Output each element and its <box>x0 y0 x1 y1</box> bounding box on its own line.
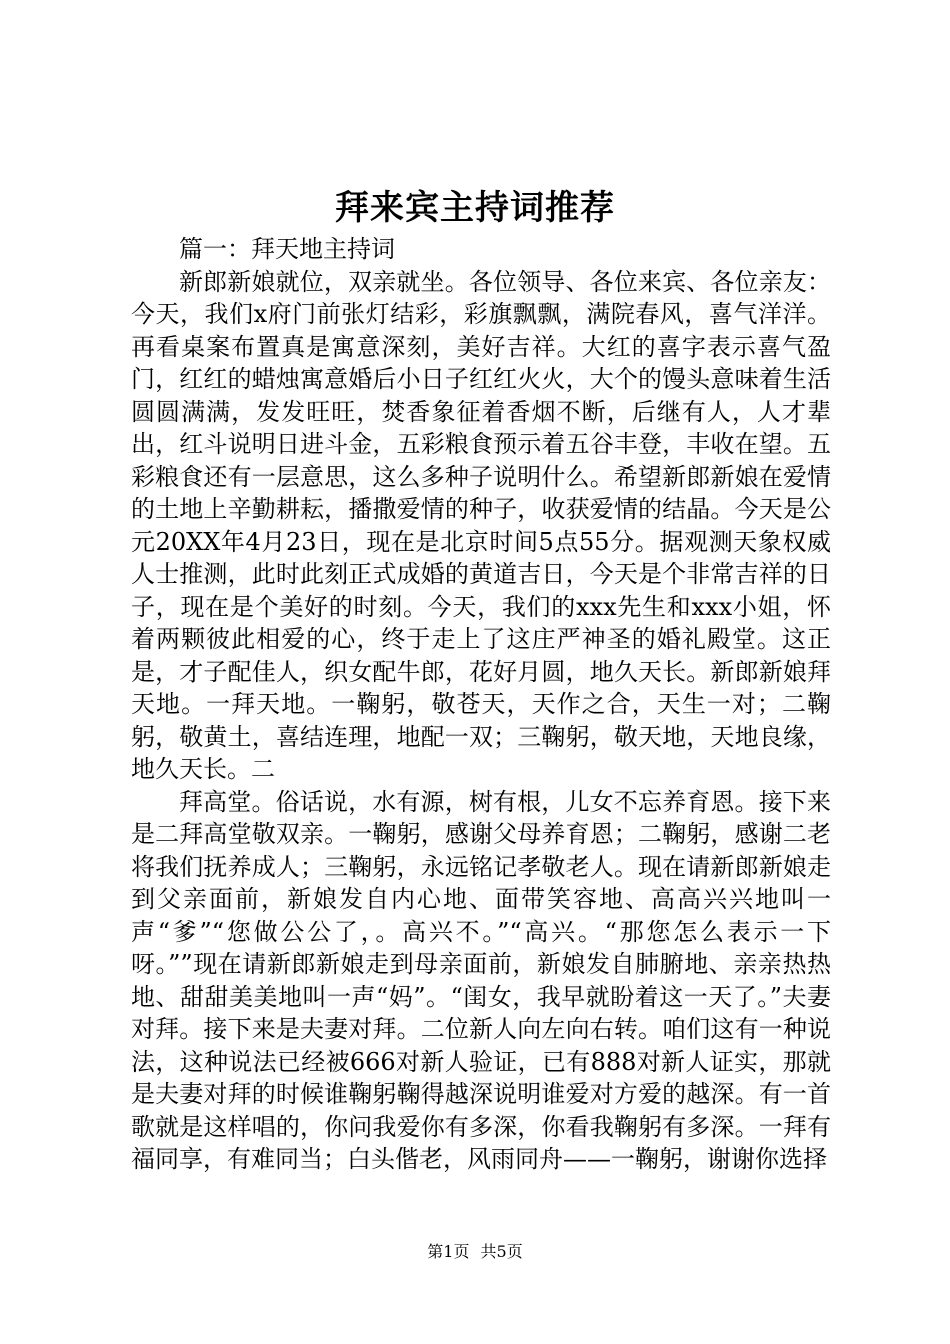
page-number: 第1页 <box>427 1242 470 1261</box>
page-total: 共5页 <box>480 1242 523 1261</box>
body-paragraph: 新郎新娘就位，双亲就坐。各位领导、各位来宾、各位亲友：今天，我们x府门前张灯结彩，彩旗飘飘，满院春风，喜气洋洋。再看桌案布置真是寓意深刻，美好吉祥。大红的喜字表示喜气盈门，红红的蜡烛寓意婚后小日子红红火火，大个的馒头意味着生活圆圆满满，发发旺旺，焚香象征着香烟不断，后继有人，人才辈出，红斗说明日进斗金，五彩粮食预示着五谷丰登，丰收在望。五彩粮食还有一层意思，这么多种子说明什么。希望新郎新娘在爱情的土地上辛勤耕耘，播撒爱情的种子，收获爱情的结晶。今天是公元20XX年4月23日，现在是北京时间5点55分。据观测天象权威人士推测，此时此刻正式成婚的黄道吉日，今天是个非常吉祥的日子，现在是个美好的时刻。今天，我们的xxx先生和xxx小姐，怀着两颗彼此相爱的心，终于走上了这庄严神圣的婚礼殿堂。这正是，才子配佳人，织女配牛郎，花好月圆，地久天长。新郎新娘拜天地。一拜天地。一鞠躬，敬苍天，天作之合，天生一对；二鞠躬，敬黄土，喜结连理，地配一双；三鞠躬，敬天地，天地良缘，地久天长。二 <box>131 267 831 783</box>
page-footer <box>0 1240 950 1264</box>
section-heading: 篇一：拜天地主持词 <box>179 235 395 263</box>
document-body <box>131 233 831 1176</box>
body-paragraph: 拜高堂。俗话说，水有源，树有根，儿女不忘养育恩。接下来是二拜高堂敬双亲。一鞠躬，感谢父母养育恩；二鞠躬，感谢二老将我们抚养成人；三鞠躬，永远铭记孝敬老人。现在请新郎新娘走到父亲面前，新娘发自内心地、面带笑容地、高高兴兴地叫一声“爹”“您做公公了，。高兴不。”“高兴。“那您怎么表示一下呀。””现在请新郎新娘走到母亲面前，新娘发自肺腑地、亲亲热热地、甜甜美美地叫一声“妈”。“闺女，我早就盼着这一天了。”夫妻对拜。接下来是夫妻对拜。二位新人向左向右转。咱们这有一种说法，这种说法已经被666对新人验证，已有888对新人证实，那就是夫妻对拜的时候谁鞠躬鞠得越深说明谁爱对方爱的越深。有一首歌就是这样唱的，你问我爱你有多深，你看我鞠躬有多深。一拜有福同享，有难同当；白头偕老，风雨同舟——一鞠躬，谢谢你选择 <box>131 787 831 1173</box>
document-title: 拜来宾主持词推荐 <box>335 188 615 228</box>
